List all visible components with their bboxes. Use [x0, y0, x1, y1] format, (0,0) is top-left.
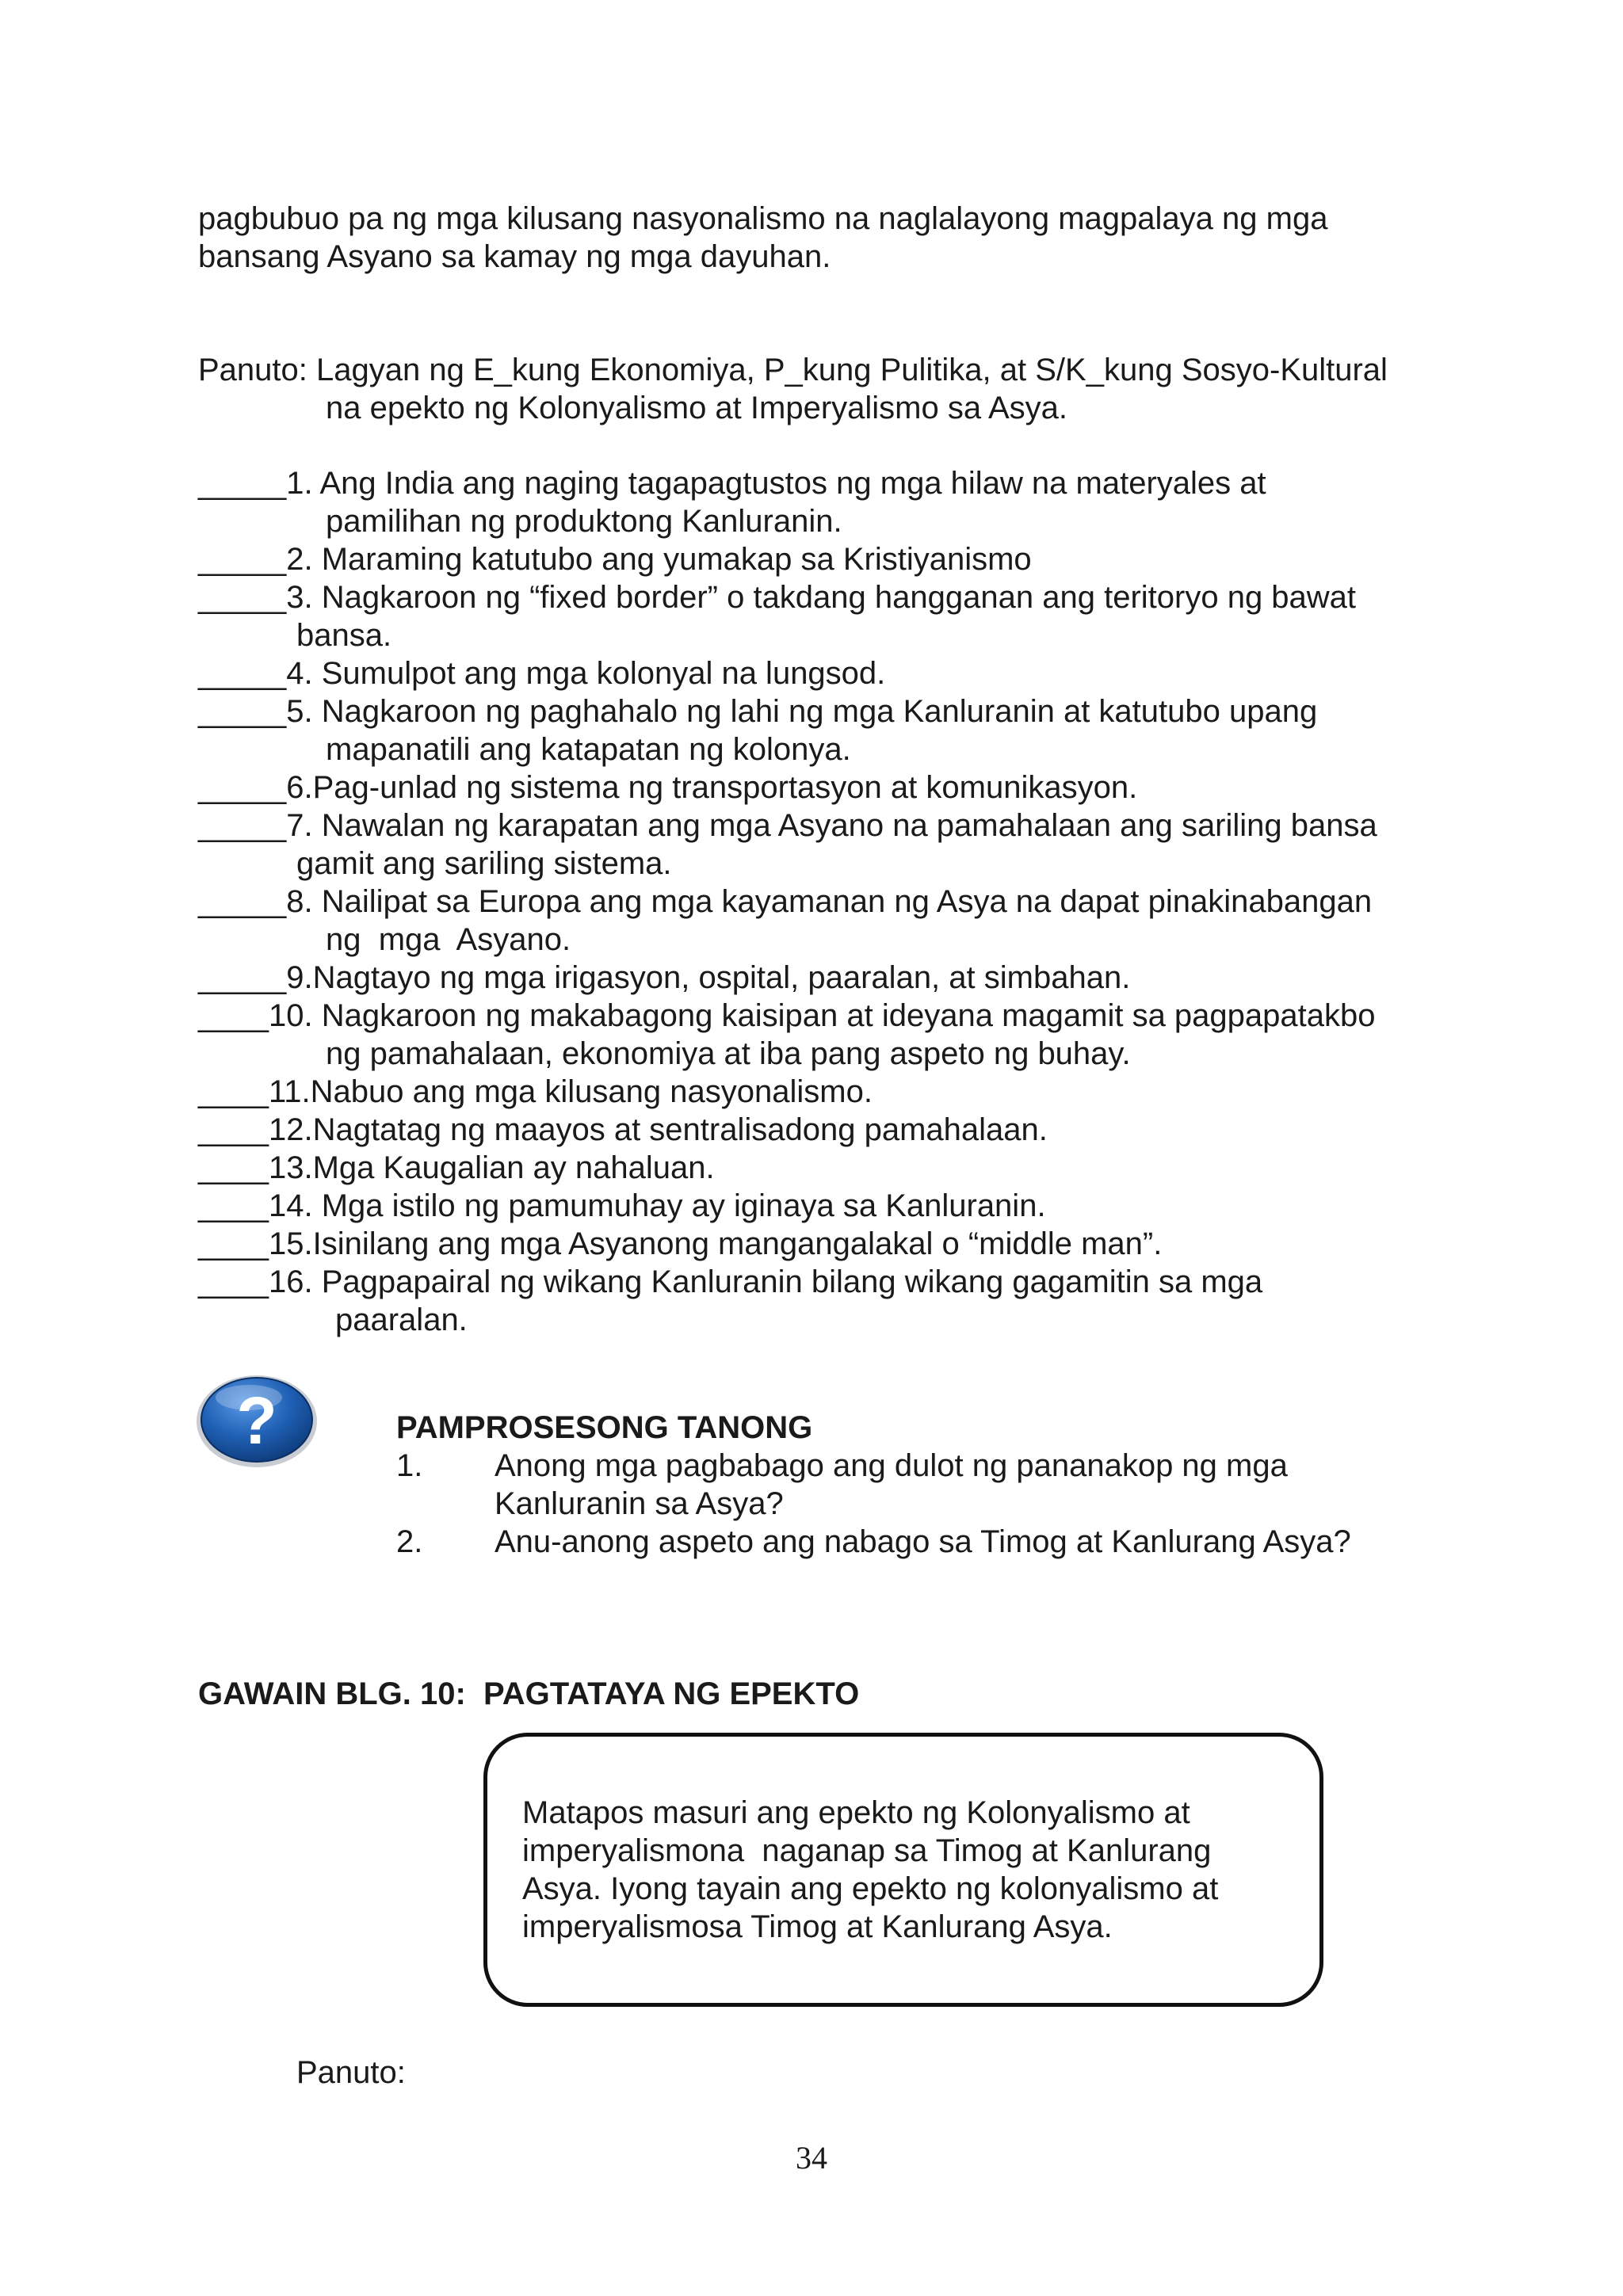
- box-line-2: imperyalismona naganap sa Timog at Kanlurang: [522, 1833, 1212, 1868]
- item-11: ____11.Nabuo ang mga kilusang nasyonalismo.: [198, 1074, 873, 1109]
- item-7-line-2: gamit ang sariling sistema.: [296, 846, 672, 881]
- instructions-line-1: Panuto: Lagyan ng E_kung Ekonomiya, P_kung Pulitika, at S/K_kung Sosyo-Kultural: [198, 353, 1388, 387]
- item-3-line-1: _____3. Nagkaroon ng “fixed border” o takdang hangganan ang teritoryo ng bawat: [198, 580, 1357, 615]
- box-line-4: imperyalismosa Timog at Kanlurang Asya.: [522, 1909, 1113, 1944]
- activity-description: [522, 1794, 1218, 1946]
- svg-text:?: ?: [236, 1383, 277, 1458]
- item-5-line-2: mapanatili ang katapatan ng kolonya.: [326, 732, 851, 767]
- item-1-line-1: _____1. Ang India ang naging tagapagtustos ng mga hilaw na materyales at: [198, 466, 1266, 501]
- item-16-line-1: ____16. Pagpapairal ng wikang Kanluranin bilang wikang gagamitin sa mga: [198, 1264, 1263, 1299]
- page-number: 34: [796, 2140, 827, 2176]
- item-6: _____6.Pag-unlad ng sistema ng transportasyon at komunikasyon.: [198, 770, 1138, 805]
- item-4: _____4. Sumulpot ang mga kolonyal na lungsod.: [198, 656, 886, 691]
- question-1-number: 1.: [396, 1448, 423, 1483]
- item-7-line-1: _____7. Nawalan ng karapatan ang mga Asyano na pamahalaan ang sariling bansa: [198, 808, 1377, 843]
- item-10-line-2: ng pamahalaan, ekonomiya at iba pang aspeto ng buhay.: [326, 1036, 1131, 1071]
- question-1-line-2: Kanluranin sa Asya?: [495, 1486, 784, 1521]
- item-16-line-2: paaralan.: [335, 1302, 468, 1337]
- question-1-line-1: Anong mga pagbabago ang dulot ng pananakop ng mga: [495, 1448, 1288, 1483]
- box-line-1: Matapos masuri ang epekto ng Kolonyalismo at: [522, 1795, 1190, 1830]
- item-12: ____12.Nagtatag ng maayos at sentralisadong pamahalaan.: [198, 1112, 1048, 1147]
- box-line-3: Asya. Iyong tayain ang epekto ng kolonyalismo at: [522, 1871, 1219, 1906]
- question-mark-icon: [193, 1371, 320, 1469]
- question-2-line-1: Anu-anong aspeto ang nabago sa Timog at Kanlurang Asya?: [495, 1524, 1351, 1559]
- item-2: _____2. Maraming katutubo ang yumakap sa Kristiyanismo: [198, 542, 1032, 577]
- item-1-line-2: pamilihan ng produktong Kanluranin.: [326, 504, 842, 539]
- item-3-line-2: bansa.: [296, 618, 392, 653]
- item-15: ____15.Isinilang ang mga Asyanong mangangalakal o “middle man”.: [198, 1226, 1163, 1261]
- item-8-line-1: _____8. Nailipat sa Europa ang mga kayamanan ng Asya na dapat pinakinabangan: [198, 884, 1373, 919]
- question-2-number: 2.: [396, 1524, 423, 1559]
- activity-description-box: [483, 1733, 1323, 2007]
- item-5-line-1: _____5. Nagkaroon ng paghahalo ng lahi ng mga Kanluranin at katutubo upang: [198, 694, 1318, 729]
- item-8-line-2: ng mga Asyano.: [326, 922, 571, 957]
- panuto-label: Panuto:: [296, 2055, 406, 2090]
- item-10-line-1: ____10. Nagkaroon ng makabagong kaisipan at ideyana magamit sa pagpapatakbo: [198, 998, 1376, 1033]
- instructions-line-2: na epekto ng Kolonyalismo at Imperyalismo sa Asya.: [326, 391, 1068, 425]
- intro-line-1: pagbubuo pa ng mga kilusang nasyonalismo na naglalayong magpalaya ng mga: [198, 201, 1328, 236]
- item-14: ____14. Mga istilo ng pamumuhay ay iginaya sa Kanluranin.: [198, 1188, 1046, 1223]
- intro-line-2: bansang Asyano sa kamay ng mga dayuhan.: [198, 239, 831, 274]
- item-9: _____9.Nagtayo ng mga irigasyon, ospital, paaralan, at simbahan.: [198, 960, 1131, 995]
- activity-title: GAWAIN BLG. 10: PAGTATAYA NG EPEKTO: [198, 1676, 860, 1711]
- item-13: ____13.Mga Kaugalian ay nahaluan.: [198, 1150, 715, 1185]
- processing-heading: PAMPROSESONG TANONG: [396, 1410, 813, 1445]
